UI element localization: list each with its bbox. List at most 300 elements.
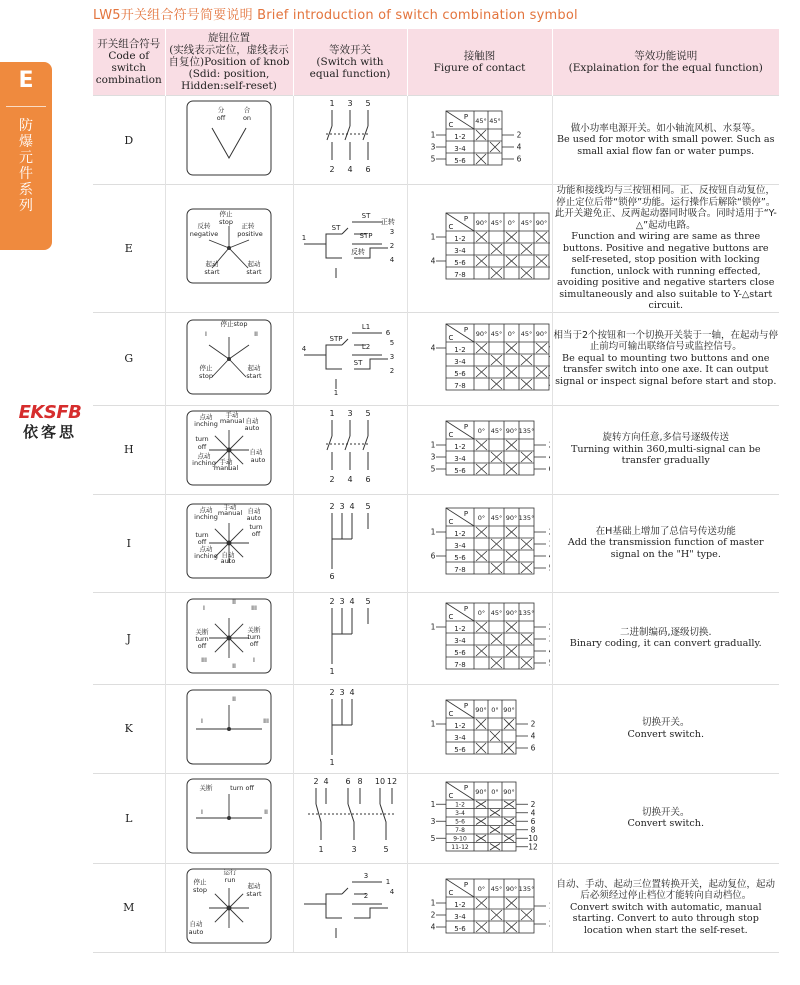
knob-label: turn [249,523,263,531]
knob-label: manual [217,509,243,517]
knob-ray [229,908,243,922]
function-en: Be used for motor with small power. Such as small axial flow fan or water pumps. [556,134,775,157]
contact-terminal: 4 [530,731,535,740]
contact-angle: 135° [518,884,534,893]
knob-ray [215,435,229,449]
contact-terminal: 5 [430,833,435,843]
knob-label: 正转 [241,222,255,231]
equal-switch-diagram [296,406,404,490]
contact-closed-mark [521,539,532,549]
contact-terminal: 2 [530,799,535,809]
knob-label: manual [219,416,245,425]
contact-closed-mark [476,801,486,808]
knob-label: turn off [230,784,254,792]
knob-label: I [253,656,255,664]
function-cell [552,684,779,773]
contact-terminal: 2 [516,130,521,140]
contact-angle: 45° [520,329,532,338]
switch-terminal-label: 4 [347,165,353,174]
contact-row-label: 1-2 [453,235,466,244]
contact-terminal [548,901,549,910]
contact-row-label: 3-4 [453,357,466,366]
contact-row-label: 7-8 [453,661,466,669]
switch-terminal-label: 3 [389,228,395,237]
function-en: Convert switch. [627,818,705,829]
contact-terminal [548,635,549,644]
knob-label: start [246,268,262,277]
switch-line [327,436,332,450]
knob-hub [227,246,231,250]
contact-closed-mark [476,646,487,656]
header-function: 等效功能说明 (Explaination for the equal function) [552,29,779,96]
switch-cell [293,312,407,405]
contact-closed-mark [491,634,502,644]
contact-row-label: 5-6 [454,818,465,825]
knob-label: turn [195,531,209,539]
contact-cell [407,773,552,863]
switch-terminal-label: 4 [323,777,329,786]
knob-diagram [184,408,274,488]
switch-terminal-label: 5 [365,408,371,418]
knob-ray [229,345,249,359]
contact-terminal [548,564,549,573]
knob-label: 点动 [199,545,213,553]
knob-label: on [242,114,252,122]
knob-diagram [184,687,274,767]
knob-diagram [184,317,274,397]
contact-terminal: 5 [430,464,435,473]
contact-corner-p: P [463,422,468,431]
contact-row-label: 3-4 [453,542,466,550]
row-code: I [93,494,165,592]
contact-closed-mark [521,563,532,573]
contact-row-label: 5-6 [453,745,466,754]
contact-terminal: 1 [430,898,435,907]
knob-label: III [263,716,269,725]
knob-ray [212,359,229,377]
contact-closed-mark [506,464,517,474]
knob-ray [229,624,243,638]
table-row [93,863,779,952]
row-code: K [93,684,165,773]
switch-terminal-label: 3 [339,687,345,697]
contact-closed-mark [476,898,487,908]
contact-closed-mark [476,922,487,932]
knob-label: off [197,642,207,650]
contact-corner-p: P [463,701,468,710]
contact-corner-p: P [463,325,468,334]
knob-ray [215,529,229,543]
switch-terminal-label: 1 [301,234,307,243]
contact-closed-mark [476,256,487,266]
knob-diagram [184,866,274,946]
contact-row-label: 7-8 [453,381,466,390]
switch-terminal-label: 12 [386,777,398,786]
knob-label: 自动 [249,447,263,456]
contact-angle: 135° [518,426,534,435]
row-code: L [93,773,165,863]
contact-row-label: 7-8 [453,271,466,280]
knob-label: stop [192,885,208,894]
contact-corner-c: C [448,223,453,232]
contact-closed-mark [476,232,487,242]
switch-terminal-label: 2 [313,777,319,786]
contact-closed-mark [476,719,486,729]
contact-angle: 90° [502,787,515,796]
contact-row-label: 5-6 [453,554,466,562]
knob-cell [165,96,293,185]
knob-label: start [246,889,262,898]
switch-terminal-label: 4 [349,687,355,697]
equal-switch-diagram [296,96,404,180]
switch-terminal-label: L2 [361,342,371,351]
contact-closed-mark [491,563,502,573]
switch-cell [293,684,407,773]
contact-terminal [548,659,549,668]
contact-closed-mark [521,244,532,254]
switch-terminal-label: 3 [339,502,345,511]
equal-switch-diagram [296,685,404,769]
knob-label: II [232,662,236,670]
function-cell [552,405,779,494]
contact-closed-mark [521,379,532,389]
function-cell [552,185,779,313]
knob-pointer [212,128,246,158]
switch-terminal-label: 1 [329,408,335,418]
contact-terminal: 1 [430,719,435,728]
contact-closed-mark [506,367,517,377]
knob-hub [227,905,232,910]
contact-terminal: 1 [430,622,435,632]
switch-terminal-label: 6 [365,474,371,484]
logo-mark: EKSFB [18,402,82,423]
contact-cell [407,684,552,773]
contact-terminal: 1 [430,440,435,449]
logo-name: 依客思 [22,423,77,441]
section-letter: E [18,68,34,93]
knob-label: 手动 [223,503,237,511]
equal-switch-diagram [296,499,404,583]
header-knob: 旋钮位置 (实线表示定位，虚线表示自复位)Position of knob (Sdid: position, Hidden:self-reset) [165,29,293,96]
contact-figure [410,595,550,677]
switch-terminal-label: 5 [365,99,371,108]
knob-label: II [232,694,236,703]
knob-label: inching [194,419,218,428]
equal-switch-diagram [296,315,404,399]
section-tab [0,62,52,250]
contact-terminal: 4 [430,256,435,266]
switch-terminal-label: 1 [333,388,339,397]
knob-cell [165,405,293,494]
contact-closed-mark [476,818,486,825]
page-title: LW5开关组合符号简要说明 Brief introduction of switch combination symbol [93,8,578,23]
contact-row-label: 3-4 [454,809,465,817]
contact-row-label: 5-6 [453,466,466,475]
switch-terminal-label: 4 [389,256,395,265]
knob-cell [165,863,293,952]
contact-corner-c: C [448,613,453,621]
function-cn: 相当于2个按钮和一个切换开关装于一轴，在起动与停止前均可输出联络信号或监控信号。 [553,329,779,353]
contact-angle: 90° [475,219,487,228]
contact-row-label: 5-6 [453,924,466,933]
knob-label: manual [213,463,239,472]
contact-angle: 90° [474,787,487,796]
contact-angle: 90° [505,514,517,522]
contact-figure [410,692,550,762]
switch-terminal-label: 3 [351,845,357,854]
contact-terminal: 1 [430,232,435,242]
contact-row-label: 7-8 [453,566,466,574]
contact-terminal [548,540,549,549]
switch-terminal-label: 4 [349,597,355,606]
tab-divider [6,106,46,107]
contact-closed-mark [536,367,547,377]
contact-row-label: 1-2 [453,721,466,730]
table-header [93,29,779,96]
switch-line [301,339,388,369]
contact-row-label: 3-4 [453,247,466,256]
contact-angle: 45° [490,514,502,522]
knob-label: 手动 [225,410,239,419]
table-row [93,405,779,494]
table-row [93,494,779,592]
knob-label: 停止 [219,210,233,219]
knob-diagram [184,596,274,676]
switch-line [345,126,350,140]
switch-terminal-label: 6 [385,328,391,337]
switch-terminal-label: 4 [347,474,353,484]
knob-label: stop [198,371,214,380]
knob-label: off [216,114,226,122]
contact-row-label: 1-2 [453,133,466,141]
contact-corner-p: P [463,215,468,224]
function-cell [552,494,779,592]
knob-label: 点动 [199,412,213,421]
knob-diagram [184,501,274,581]
switch-cell [293,96,407,185]
switch-line [332,715,352,745]
contact-row-label: 1-2 [453,900,466,909]
function-cn: 切换开关。 [641,717,690,728]
switch-terminal-label: 4 [389,887,395,896]
contact-angle: 135° [518,514,534,522]
switch-terminal-label: 正转 [381,218,395,227]
knob-label: auto [244,423,260,432]
function-cn: 在H基础上增加了总信号传送功能 [595,525,736,537]
knob-ray [229,435,243,449]
contact-closed-mark [491,539,502,549]
row-code: H [93,405,165,494]
contact-figure [410,316,550,398]
contact-corner-p: P [463,113,468,121]
contact-corner-c: C [448,791,453,800]
contact-angle: 45° [488,117,501,125]
equal-switch-diagram [296,594,404,678]
switch-terminal-label: 1 [329,757,335,767]
switch-line [332,624,352,654]
contact-angle: 90° [535,329,547,338]
knob-label: 分 [217,106,225,114]
contact-closed-mark [506,898,517,908]
contact-closed-mark [536,232,547,242]
contact-row-label: 7-8 [454,826,465,834]
switch-terminal-label: 2 [389,366,395,375]
knob-label: off [197,538,207,546]
switch-cell [293,494,407,592]
contact-terminal [548,623,549,632]
knob-label: I [201,808,203,816]
symbol-table [93,29,779,953]
contact-angle: 90° [505,609,517,617]
contact-angle: 0° [477,514,485,522]
contact-closed-mark [504,801,514,808]
contact-corner-c: C [448,518,453,526]
contact-figure [410,500,550,582]
switch-terminal-label: 3 [389,352,395,361]
contact-angle: 0° [490,787,499,796]
switch-line [345,436,350,450]
contact-angle: 90° [475,329,487,338]
knob-hub [227,816,231,820]
contact-row-label: 3-4 [453,454,466,463]
switch-terminal-label: 1 [385,877,391,886]
switch-terminal-label: 10 [374,777,386,786]
switch-terminal-label: 5 [389,338,395,347]
knob-label: 起动 [247,363,261,372]
contact-angle: 135° [518,609,534,617]
switch-line [304,888,388,918]
knob-ray [209,345,229,359]
knob-label: I [205,329,207,338]
switch-line [332,529,352,559]
table-row [93,312,779,405]
function-en: Convert switch. [627,728,705,740]
function-cn: 切换开关。 [641,806,690,818]
contact-angle: 45° [520,219,532,228]
contact-terminal: 12 [527,841,538,851]
switch-cell [293,405,407,494]
contact-cell [407,96,552,185]
switch-line [363,126,368,140]
switch-terminal-label: 8 [357,777,363,786]
contact-angle: 45° [490,329,502,338]
function-cn: 功能和接线均与三按钮相同。正、反按钮自动复位，停止定位后带“锁停”功能。运行操作后解除“锁停”。此开关避免正、反两起动器同时吸合。同时适用于“Y-△”起动电路。 [554,185,777,231]
contact-closed-mark [476,622,487,632]
contact-terminal: 6 [530,816,535,826]
knob-hub [227,636,232,641]
contact-closed-mark [506,256,517,266]
switch-terminal-label: 2 [389,242,395,251]
contact-closed-mark [506,922,517,932]
contact-terminal [548,919,549,928]
knob-label: I [203,604,205,612]
equal-switch-diagram [296,204,404,288]
function-en: Be equal to mounting two buttons and one transfer switch into one axe. It can output signal or inspect signal before start and stop. [555,352,777,387]
contact-row-label: 3-4 [453,145,466,153]
knob-label: 自动 [189,919,203,928]
contact-row-label: 3-4 [453,637,466,645]
contact-closed-mark [476,130,486,140]
contact-corner-p: P [463,880,468,889]
contact-angle: 90° [505,884,517,893]
knob-label: auto [220,557,236,565]
switch-terminal-label: 4 [349,502,355,511]
switch-terminal-label: 2 [329,474,335,484]
contact-closed-mark [476,551,487,561]
contact-corner-p: P [463,605,468,613]
contact-terminal: 8 [530,824,535,834]
contact-corner-c: C [448,121,453,129]
switch-terminal-label: 2 [363,891,369,900]
knob-label: inching [194,513,218,521]
switch-terminal-label: 3 [347,408,353,418]
header-switch: 等效开关 (Switch with equal function) [293,29,407,96]
contact-cell [407,592,552,684]
brand-logo [12,402,88,442]
contact-closed-mark [506,343,517,353]
contact-figure [410,205,550,287]
function-en: Turning within 360,multi-signal can be transfer gradually [570,443,761,467]
contact-angle: 45° [490,426,502,435]
function-cn: 二进制编码,逐级切换. [619,626,712,638]
knob-label: off [251,530,261,538]
contact-row-label: 1-2 [453,625,466,633]
knob-label: positive [237,230,263,239]
knob-label: negative [189,230,219,239]
knob-label: 合 [243,106,251,114]
contact-closed-mark [476,464,487,474]
switch-terminal-label: 3 [363,871,369,880]
knob-frame [187,101,271,175]
function-cn: 做小功率电源开关。如小轴流风机、水泵等。 [570,122,761,134]
switch-line [301,228,388,258]
switch-terminal-label: 5 [383,845,389,854]
knob-label: 关断 [195,628,209,636]
knob-hub [227,541,232,546]
switch-terminal-label: 1 [329,667,335,676]
knob-ray [215,638,229,652]
knob-cell [165,494,293,592]
contact-angle: 0° [477,609,485,617]
contact-cell [407,863,552,952]
section-name: 防 爆 元 件 系 列 [19,118,33,214]
function-en: Function and wiring are same as three buttons. Positive and negative buttons are self-reseted, stop position with locking function, unlock with running effected, avoiding positive and negative starters close simultaneously and also suitable to Y-△start circuit. [557,231,775,311]
contact-closed-mark [476,440,487,450]
contact-closed-mark [506,232,517,242]
contact-terminal: 1 [430,799,435,809]
switch-terminal-label: 6 [345,777,351,786]
switch-terminal-label: ST [353,358,363,367]
contact-closed-mark [490,731,500,741]
contact-terminal: 6 [530,743,535,752]
knob-label: stop [218,218,234,227]
contact-terminal [548,440,549,449]
contact-closed-mark [504,743,514,753]
switch-terminal-label: 6 [329,572,335,581]
contact-closed-mark [490,142,500,152]
switch-terminal-label: 3 [347,99,353,108]
function-cell [552,863,779,952]
knob-label: off [249,640,259,648]
knob-diagram [184,98,274,178]
contact-cell [407,312,552,405]
contact-terminal: 4 [430,343,435,352]
table-row [93,96,779,185]
contact-angle: 45° [490,609,502,617]
knob-label: turn [247,633,261,641]
contact-closed-mark [490,809,500,816]
knob-label: 运行 [223,867,237,876]
